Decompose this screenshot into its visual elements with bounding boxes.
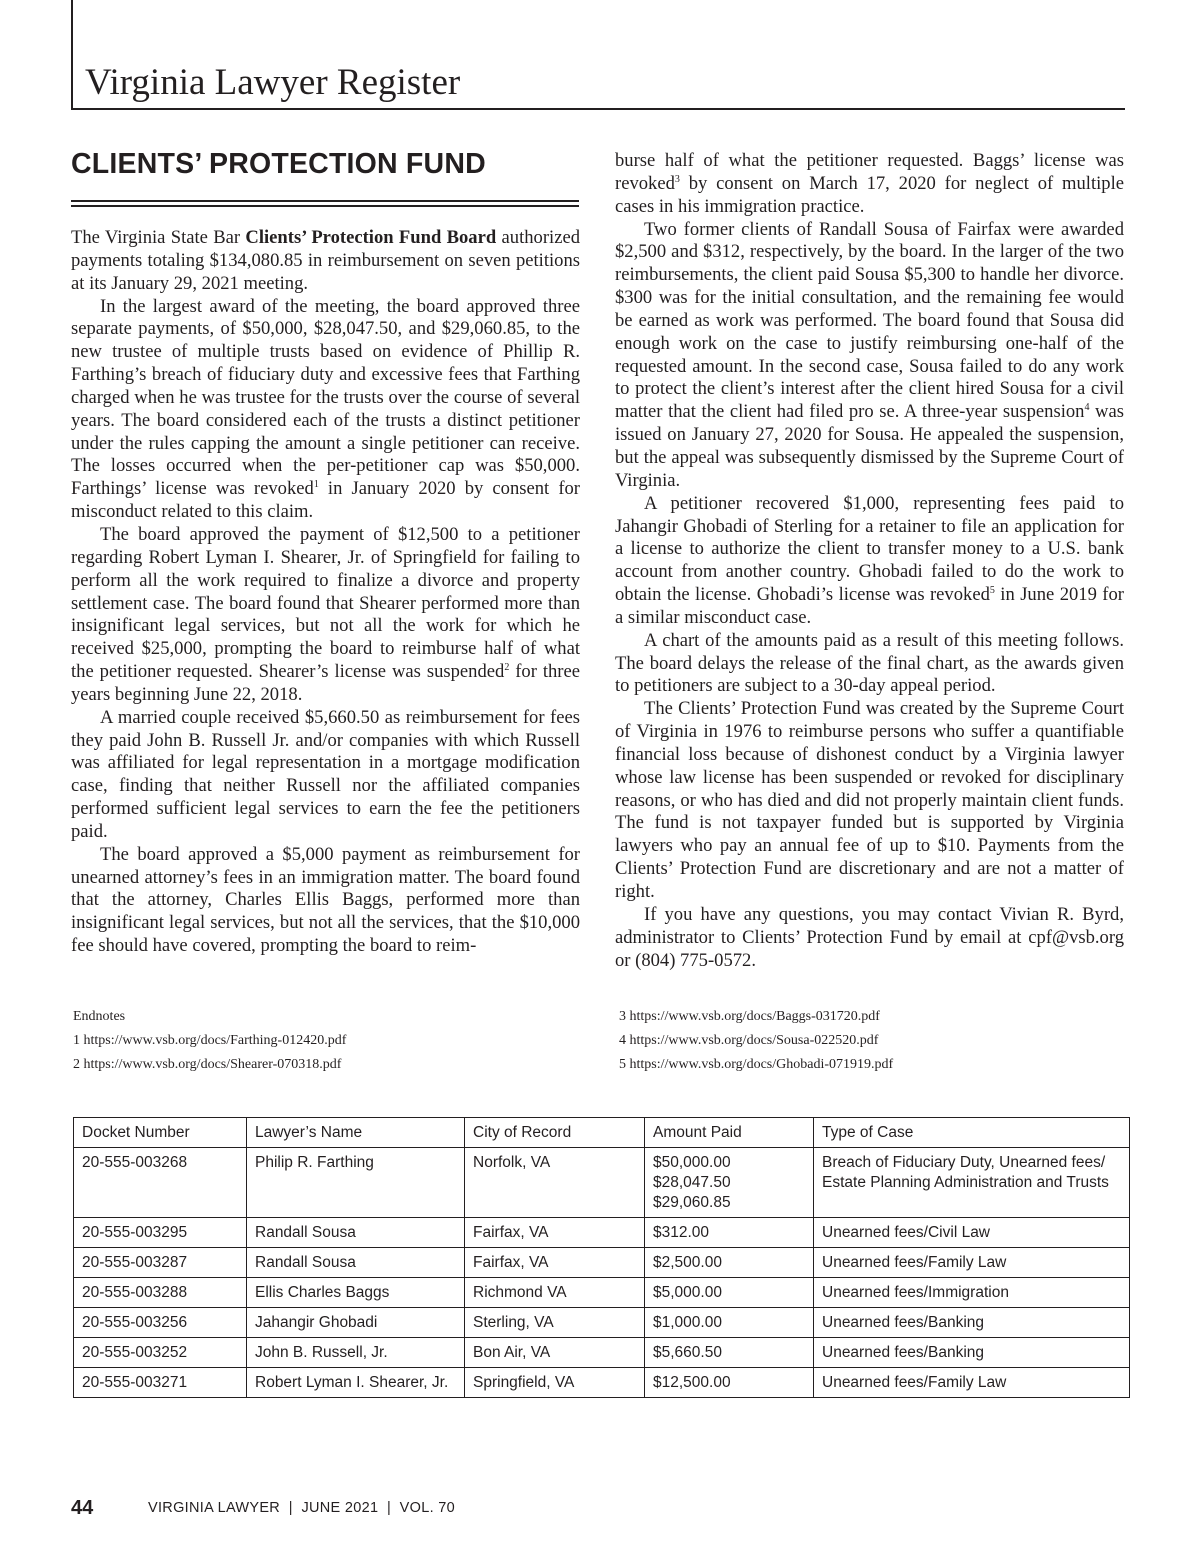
type-cell: Unearned fees/Family Law bbox=[814, 1368, 1130, 1398]
table-row bbox=[74, 1278, 1130, 1308]
payments-table bbox=[73, 1117, 1130, 1398]
endnote-ref-2: 2 bbox=[504, 662, 510, 674]
type-cell: Unearned fees/Family Law bbox=[814, 1248, 1130, 1278]
table-row bbox=[74, 1248, 1130, 1278]
column-header-type: Type of Case bbox=[814, 1118, 1130, 1148]
table-header-row bbox=[74, 1118, 1130, 1148]
amount-cell: $12,500.00 bbox=[645, 1368, 814, 1398]
type-cell: Unearned fees/Civil Law bbox=[814, 1218, 1130, 1248]
footer-publication: VIRGINIA LAWYER | JUNE 2021 | VOL. 70 bbox=[148, 1500, 455, 1516]
lawyer-cell: Philip R. Farthing bbox=[247, 1148, 465, 1218]
column-header-amount: Amount Paid bbox=[645, 1118, 814, 1148]
paragraph-russell: A married couple received $5,660.50 as reimbursement for fees they paid John B. Russell Jr. and/or companies with which Russell was affiliated for legal representation in a mortgage modification case, finding that neither Russell nor the affiliated companies performed sufficient legal services to earn the fee the petitioners paid. bbox=[71, 706, 580, 842]
table-row bbox=[74, 1308, 1130, 1338]
city-cell: Richmond VA bbox=[465, 1278, 645, 1308]
table-row bbox=[74, 1148, 1130, 1218]
amount-cell: $312.00 bbox=[645, 1218, 814, 1248]
section-title: CLIENTS’ PROTECTION FUND bbox=[71, 148, 486, 180]
page-header-title: Virginia Lawyer Register bbox=[85, 62, 461, 103]
paragraph-shearer: The board approved the payment of $12,500 to a petitioner regarding Robert Lyman I. Shearer, Jr. of Springfield for failing to perform all the work required to finalize a divorce and property settlement case. The board found that Shearer performed more than insignificant legal services, but not all the work for which he received $25,000, prompting the board to reimburse half of what the petitioner requested. Shearer’s license was suspended$^2$ for three years beginning June 22, 2018. bbox=[71, 523, 581, 705]
amount-cell: $2,500.00 bbox=[645, 1248, 814, 1278]
paragraph-intro: The Virginia State Bar Clients’ Protection Fund Board authorized payments totaling $134,080.85 in reimbursement on seven petitions at its January 29, 2021 meeting. bbox=[71, 227, 580, 294]
endnote-ref-1: 1 bbox=[313, 479, 319, 491]
header-horizontal-rule bbox=[71, 108, 1125, 110]
amount-cell: $5,000.00 bbox=[645, 1278, 814, 1308]
lawyer-cell: John B. Russell, Jr. bbox=[247, 1338, 465, 1368]
city-cell: Norfolk, VA bbox=[465, 1148, 645, 1218]
endnote-link[interactable]: 3 https://www.vsb.org/docs/Baggs-031720.pdf bbox=[619, 1009, 880, 1024]
column-header-city: City of Record bbox=[465, 1118, 645, 1148]
type-line: Estate Planning Administration and Trusts bbox=[822, 1174, 1109, 1191]
endnote-link[interactable]: 4 https://www.vsb.org/docs/Sousa-022520.pdf bbox=[619, 1033, 879, 1048]
endnote-ref-5: 5 bbox=[989, 585, 995, 597]
board-name: Clients’ Protection Fund Board bbox=[245, 227, 497, 248]
city-cell: Fairfax, VA bbox=[465, 1218, 645, 1248]
type-cell bbox=[814, 1148, 1130, 1218]
table-row bbox=[74, 1218, 1130, 1248]
paragraph-baggs-part1: The board approved a $5,000 payment as reimbursement for unearned attorney’s fees in an immigration matter. The board found that the attorney, Charles Ellis Baggs, performed more than insignificant legal services, but not all the services, that the $10,000 fee should have covered, prompting the board to reim- bbox=[71, 843, 580, 957]
endnote-link[interactable]: 5 https://www.vsb.org/docs/Ghobadi-071919.pdf bbox=[619, 1057, 894, 1072]
amount-cell bbox=[645, 1148, 814, 1218]
article-column-right bbox=[615, 150, 1124, 972]
city-cell: Fairfax, VA bbox=[465, 1248, 645, 1278]
amount-line: $28,047.50 bbox=[653, 1174, 731, 1191]
paragraph-sousa: Two former clients of Randall Sousa of Fairfax were awarded $2,500 and $312, respectively, by the board. In the larger of the two reimbursements, the client paid Sousa $5,300 to handle her divorce. $300 was for the initial consultation, and the remaining fee would be earned as work was performed. The board found that Sousa did enough work on the case to justify reimbursing one-half of the requested amount. In the second case, Sousa failed to do any work to protect the client’s interest after the client hired Sousa for a civil matter that the client had filed pro se. A three-year suspension$^4$ was issued on January 27, 2020 for Sousa. He appealed the suspension, but the appeal was subsequently dismissed by the Supreme Court of Virginia. bbox=[615, 218, 1124, 491]
lawyer-cell: Jahangir Ghobadi bbox=[247, 1308, 465, 1338]
section-rule-thick bbox=[71, 200, 579, 202]
section-rule-thin bbox=[71, 205, 579, 207]
amount-line: $50,000.00 bbox=[653, 1154, 731, 1171]
docket-cell: 20-555-003295 bbox=[74, 1218, 247, 1248]
paragraph-chart-note: A chart of the amounts paid as a result of this meeting follows. The board delays the release of the final chart, as the awards given to petitioners are subject to a 30-day appeal period. bbox=[615, 629, 1124, 697]
paragraph-contact: If you have any questions, you may contact Vivian R. Byrd, administrator to Clients’ Protection Fund by email at cpf@vsb.org or (804) 775-0572. bbox=[615, 903, 1124, 971]
paragraph-fund-description: The Clients’ Protection Fund was created by the Supreme Court of Virginia in 1976 to reimburse persons who suffer a quantifiable financial loss because of dishonest conduct by a Virginia lawyer whose law license has been suspended or revoked for disciplinary reasons, or who has died and did not properly maintain client funds. The fund is not taxpayer funded but is supported by Virginia lawyers who pay an annual fee of up to $10. Payments from the Clients’ Protection Fund are discretionary and are not a matter of right. bbox=[615, 698, 1124, 902]
endnote-ref-3: 3 bbox=[674, 173, 680, 185]
lawyer-cell: Randall Sousa bbox=[247, 1218, 465, 1248]
city-cell: Springfield, VA bbox=[465, 1368, 645, 1398]
endnotes-heading: Endnotes bbox=[73, 1009, 126, 1024]
amount-line: $29,060.85 bbox=[653, 1194, 731, 1211]
endnotes-right bbox=[619, 1005, 893, 1077]
page-number: 44 bbox=[71, 1497, 94, 1519]
docket-cell: 20-555-003256 bbox=[74, 1308, 247, 1338]
city-cell: Bon Air, VA bbox=[465, 1338, 645, 1368]
table-row bbox=[74, 1368, 1130, 1398]
article-column-left bbox=[71, 227, 580, 958]
city-cell: Sterling, VA bbox=[465, 1308, 645, 1338]
docket-cell: 20-555-003288 bbox=[74, 1278, 247, 1308]
paragraph-ghobadi: A petitioner recovered $1,000, representing fees paid to Jahangir Ghobadi of Sterling for a retainer to file an application for a license to authorize the client to transfer money to a U.S. bank account from another country. Ghobadi failed to do the work to obtain the license. Ghobadi’s license was revoked$^5$ in June 2019 for a similar misconduct case. bbox=[615, 492, 1124, 628]
type-cell: Unearned fees/Immigration bbox=[814, 1278, 1130, 1308]
table-row bbox=[74, 1338, 1130, 1368]
header-vertical-rule bbox=[71, 0, 73, 110]
type-cell: Unearned fees/Banking bbox=[814, 1338, 1130, 1368]
amount-cell: $5,660.50 bbox=[645, 1338, 814, 1368]
type-line: Breach of Fiduciary Duty, Unearned fees/ bbox=[822, 1154, 1106, 1171]
column-header-lawyer: Lawyer’s Name bbox=[247, 1118, 465, 1148]
lawyer-cell: Randall Sousa bbox=[247, 1248, 465, 1278]
docket-cell: 20-555-003268 bbox=[74, 1148, 247, 1218]
type-cell: Unearned fees/Banking bbox=[814, 1308, 1130, 1338]
endnote-link[interactable]: 2 https://www.vsb.org/docs/Shearer-070318.pdf bbox=[73, 1057, 342, 1072]
endnote-link[interactable]: 1 https://www.vsb.org/docs/Farthing-012420.pdf bbox=[73, 1033, 347, 1048]
paragraph-baggs-part2: burse half of what the petitioner requested. Baggs’ license was revoked$^3$ by consent on March 17, 2020 for neglect of multiple cases in his immigration practice. bbox=[615, 150, 1124, 217]
column-header-docket: Docket Number bbox=[74, 1118, 247, 1148]
endnote-ref-4: 4 bbox=[1084, 402, 1090, 414]
amount-cell: $1,000.00 bbox=[645, 1308, 814, 1338]
lawyer-cell: Ellis Charles Baggs bbox=[247, 1278, 465, 1308]
endnotes-left bbox=[73, 1005, 346, 1077]
docket-cell: 20-555-003287 bbox=[74, 1248, 247, 1278]
lawyer-cell: Robert Lyman I. Shearer, Jr. bbox=[247, 1368, 465, 1398]
paragraph-farthing: In the largest award of the meeting, the board approved three separate payments, of $50,000, $28,047.50, and $29,060.85, to the new trustee of multiple trusts based on evidence of Phillip R. Farthing’s breach of fiduciary duty and excessive fees that Farthing charged when he was trustee for the trusts over the course of several years. The board considered each of the trusts a distinct petitioner under the rules capping the amount a single petitioner can receive. The losses occurred when the per-petitioner cap was $50,000. Farthings’ license was revoked$^1$ in January 2020 by consent for misconduct related to this claim. bbox=[71, 295, 580, 523]
docket-cell: 20-555-003271 bbox=[74, 1368, 247, 1398]
docket-cell: 20-555-003252 bbox=[74, 1338, 247, 1368]
